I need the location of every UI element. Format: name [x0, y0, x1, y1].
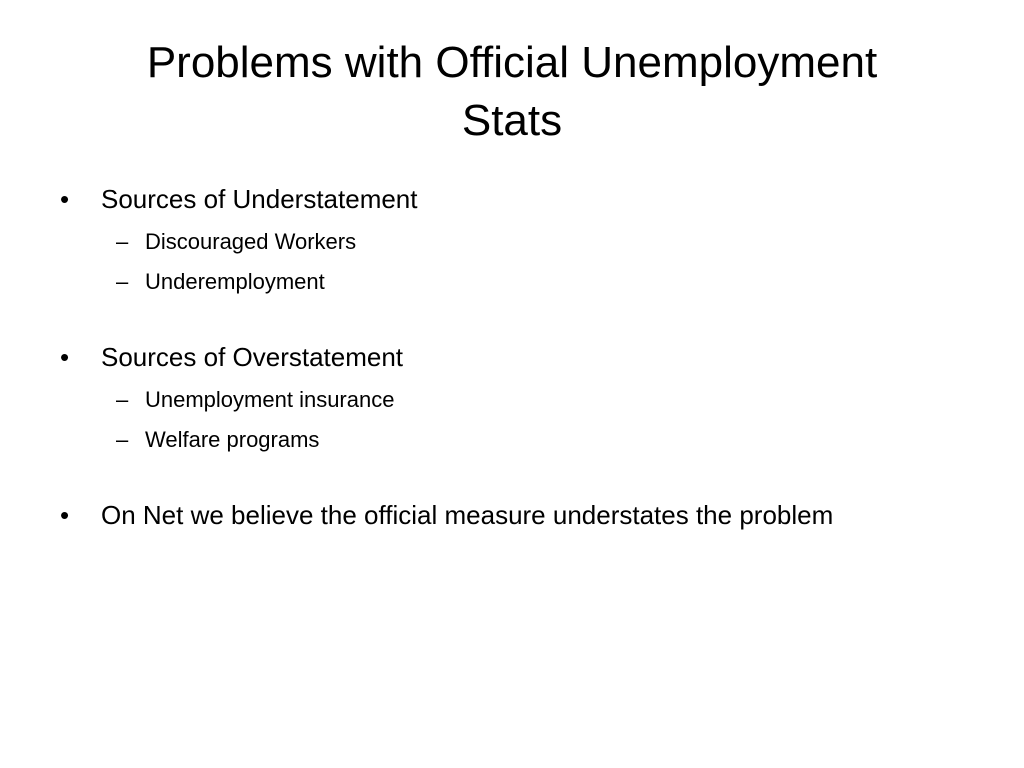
bullet-group-on-net	[60, 496, 960, 534]
bullet-group-overstatement	[60, 338, 960, 460]
bullet-group-understatement	[60, 180, 960, 302]
sub-bullet-text: Underemployment	[145, 269, 325, 294]
slide-title-line-2: Stats	[461, 96, 563, 145]
bullet-item	[60, 496, 960, 534]
slide-title	[60, 34, 964, 150]
sub-bullet-marker: –	[116, 269, 129, 294]
sub-bullet-marker: –	[116, 387, 129, 412]
slide-body	[60, 180, 960, 534]
bullet-text: Sources of Overstatement	[101, 342, 404, 372]
sub-bullet-item	[104, 262, 960, 302]
sub-bullet-text: Welfare programs	[145, 427, 320, 452]
sub-bullet-item	[104, 420, 960, 460]
bullet-marker: •	[60, 184, 70, 214]
sub-bullet-item	[104, 380, 960, 420]
sub-bullet-text: Discouraged Workers	[145, 229, 357, 254]
bullet-item	[60, 180, 960, 218]
sub-bullet-list	[60, 380, 960, 460]
bullet-marker: •	[60, 342, 70, 372]
sub-bullet-list	[60, 222, 960, 302]
sub-bullet-marker: –	[116, 229, 129, 254]
sub-bullet-item	[104, 222, 960, 262]
bullet-text: Sources of Understatement	[101, 184, 418, 214]
bullet-text: On Net we believe the official measure understates the problem	[101, 500, 834, 530]
bullet-item	[60, 338, 960, 376]
slide-title-line-1: Problems with Official Unemployment	[146, 38, 878, 87]
bullet-marker: •	[60, 500, 70, 530]
sub-bullet-text: Unemployment insurance	[145, 387, 395, 412]
sub-bullet-marker: –	[116, 427, 129, 452]
